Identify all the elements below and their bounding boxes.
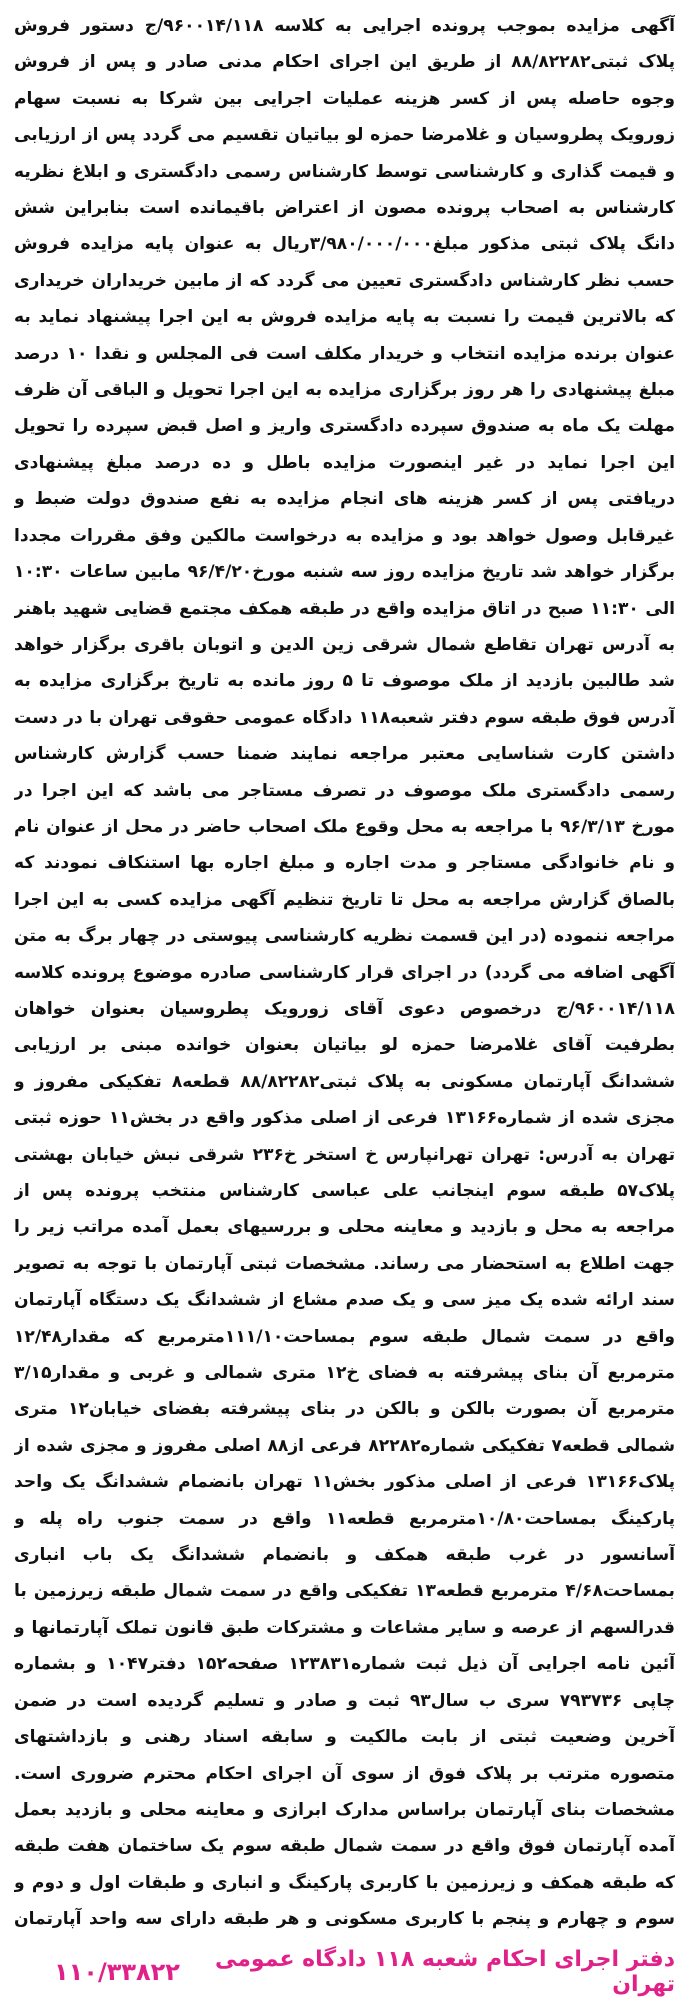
notice-body-text: آگهی مزایده بموجب پرونده اجرایی به کلاسه ۹۶۰۰۱۴/۱۱۸/ج دستور فروش پلاک ثبتی۸۸/۸۲۲۸۲ از طریق این اجرای احکام مدنی صادر و پس از فروش وجوه حاصله پس از کسر هزینه عملیات اجرایی بین شرکا به نسبت سهام زورویک پطروسیان و غلامرضا حمزه لو بیاتیان تقسیم می گردد پس از ارزیابی و قیمت گذاری و کارشناسی توسط کارشناس رسمی دادگستری و ابلاغ نظریه کارشناس به اصحاب پرونده مصون از اعتراض باقیمانده است بنابراین شش دانگ پلاک ثبتی مذکور مبلغ۳/۹۸۰/۰۰۰/۰۰۰ریال به عنوان پایه مزایده فروش حسب نظر کارشناس دادگستری تعیین می گردد که از مابین خریداران خریداری که بالاترین قیمت را نسبت به پایه مزایده فروش به این اجرا پیشنهاد نماید به عنوان برنده مزایده انتخاب و خریدار مکلف است فی المجلس و نقدا ۱۰ درصد مبلغ پیشنهادی را هر روز برگزاری مزایده به این اجرا تحویل و الباقی آن ظرف مهلت یک ماه به صندوق سپرده دادگستری واریز و اصل قبض سپرده را تحویل این اجرا نماید در غیر اینصورت مزایده باطل و ده درصد مبلغ پیشنهادی دریافتی پس از کسر هزینه های انجام مزایده به نفع صندوق دولت ضبط و غیرقابل وصول خواهد بود و مزایده به درخواست مالکین وفق مقررات مجددا برگزار خواهد شد تاریخ مزایده روز سه شنبه مورخ۹۶/۴/۲۰ مابین ساعات ۱۰:۳۰ الی ۱۱:۳۰ صبح در اتاق مزایده واقع در طبقه همکف مجتمع قضایی شهید باهنر به آدرس تهران تقاطع شمال شرقی زین الدین و اتوبان باقری برگزار خواهد شد طالبین بازدید از ملک موصوف تا ۵ روز مانده به تاریخ برگزاری مزایده به آدرس فوق طبقه سوم دفتر شعبه۱۱۸ دادگاه عمومی حقوقی تهران با در دست داشتن کارت شناسایی معتبر مراجعه نمایند ضمنا حسب گزارش کارشناس رسمی دادگستری ملک موصوف در تصرف مستاجر می باشد که این اجرا در مورخ ۹۶/۳/۱۳ با مراجعه به محل وقوع ملک اصحاب حاضر در محل از عنوان نام و نام خانوادگی مستاجر و مدت اجاره و مبلغ اجاره بها استنکاف نمودند که بالصاق گزارش مراجعه به محل تا تاریخ تنظیم آگهی مزایده کسی به این اجرا مراجعه ننموده (در این قسمت نظریه کارشناسی پیوستی در چهار برگ به متن آگهی اضافه می گردد) در اجرای قرار کارشناسی صادره موضوع پرونده کلاسه ۹۶۰۰۱۴/۱۱۸/ج درخصوص دعوی آقای زورویک پطروسیان بعنوان خواهان بطرفیت آقای غلامرضا حمزه لو بیاتیان بعنوان خوانده مبنی بر ارزیابی ششدانگ آپارتمان مسکونی به پلاک ثبتی۸۸/۸۲۲۸۲ قطعه۸ تفکیکی مفروز و مجزی شده از شماره۱۳۱۶۶ فرعی از اصلی مذکور واقع در بخش۱۱ حوزه ثبتی تهران به آدرس: تهران تهرانپارس خ استخر خ۲۳۶ شرقی نبش خیابان بهشتی پلاک۵۷ طبقه سوم اینجانب علی عباسی کارشناس منتخب پرونده پس از مراجعه به محل و بازدید و معاینه محلی و بررسیهای بعمل آمده مراتب زیر را جهت اطلاع به استحضار می رساند. مشخصات ثبتی آپارتمان با توجه به تصویر سند ارائه شده یک میز سی و یک صدم مشاع از ششدانگ یک دستگاه آپارتمان واقع در سمت شمال طبقه سوم بمساحت۱۱۱/۱۰مترمربع که مقدار۱۲/۴۸ مترمربع آن بنای پیشرفته به فضای خ۱۲ متری شمالی و غربی و مقدار۳/۱۵ مترمربع آن بصورت بالکن و بالکن در بنای پیشرفته بفضای خیابان۱۲ متری شمالی قطعه۷ تفکیکی شماره۸۲۲۸۲ فرعی از۸۸ اصلی مفروز و مجزی شده از پلاک۱۳۱۶۶ فرعی از اصلی مذکور بخش۱۱ تهران بانضمام ششدانگ یک واحد پارکینگ بمساحت۱۰/۸۰مترمربع قطعه۱۱ واقع در سمت جنوب راه پله و آسانسور در غرب طبقه همکف و بانضمام ششدانگ یک باب انباری بمساحت۴/۶۸ مترمربع قطعه۱۳ تفکیکی واقع در سمت شمال طبقه زیرزمین با قدرالسهم از عرصه و سایر مشاعات و مشترکات طبق قانون تملک آپارتمانها و آئین نامه اجرایی آن ذیل ثبت شماره۱۲۳۸۳۱ صفحه۱۵۲ دفتر۱۰۴۷ و بشماره چاپی ۷۹۳۷۳۶ سری ب سال۹۳ ثبت و صادر و تسلیم گردیده است در ضمن آخرین وضعیت ثبتی از بابت مالکیت و سابقه اسناد رهنی و بازداشتهای متصوره مترتب بر پلاک فوق از سوی آن اجرای احکام محترم ضروری است. مشخصات بنای آپارتمان براساس مدارک ابرازی و معاینه محلی و بازدید بعمل آمده آپارتمان فوق واقع در سمت شمال طبقه سوم یک ساختمان هفت طبقه که طبقه همکف و زیرزمین با کاربری پارکینگ و انباری و طبقات اول و دوم و سوم و چهارم و پنجم با کاربری مسکونی و هر طبقه دارای سه واحد آپارتمان [14,16,675,1930]
notice-code: ۱۱۰/۳۳۸۲۲ [54,1958,180,1986]
auction-notice [14,8,675,1938]
issuing-office: دفتر اجرای احکام شعبه ۱۱۸ دادگاه عمومی تهران [215,1947,675,1997]
notice-footer [14,1947,675,1997]
